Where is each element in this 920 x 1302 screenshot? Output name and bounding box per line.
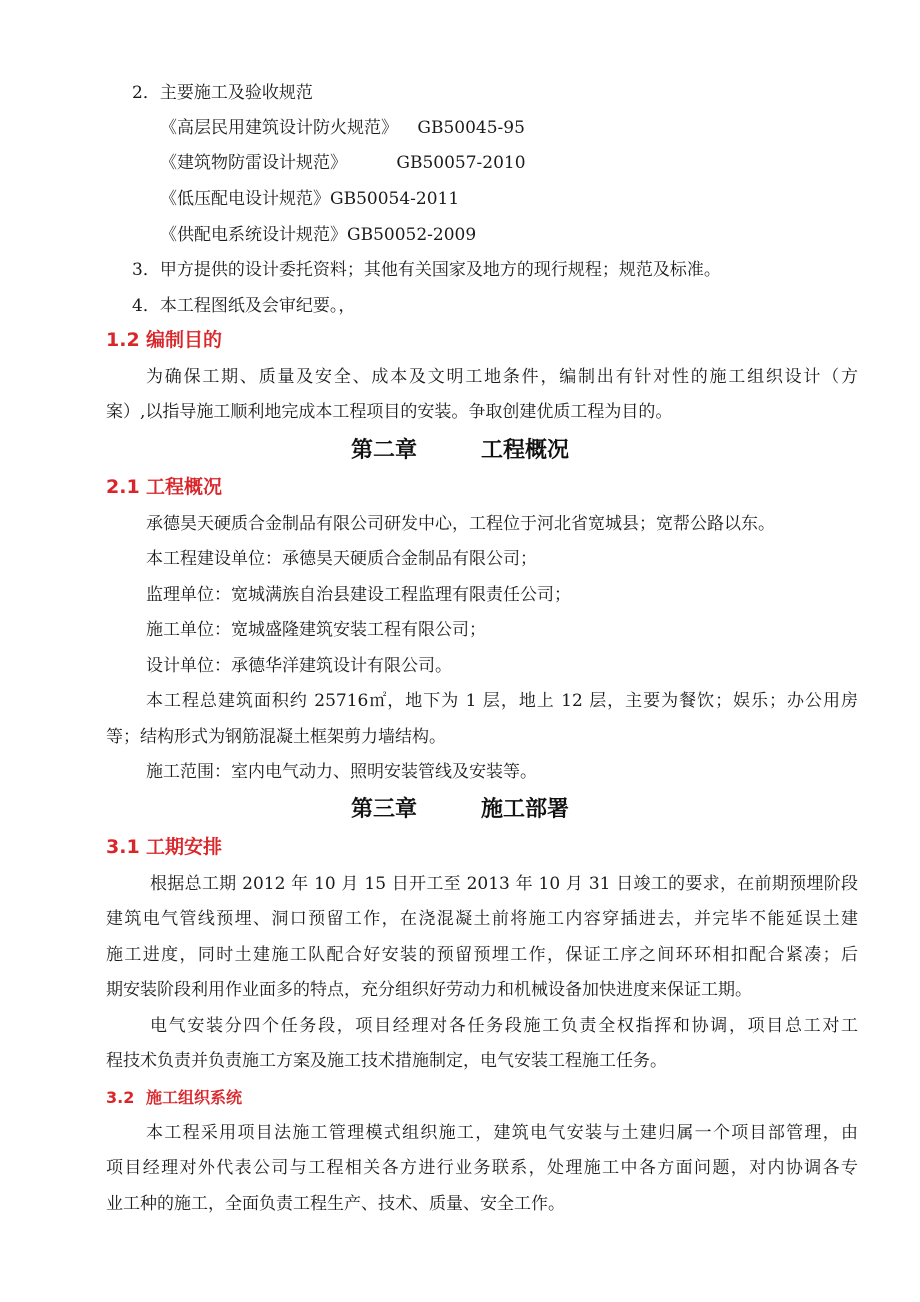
paragraph-line: 项目经理对外代表公司与工程相关各方进行业务联系，处理施工中各方面问题，对内协调各专 <box>106 1158 858 1178</box>
standard-code: GB50054-2011 <box>330 189 460 209</box>
standard-line <box>160 117 525 139</box>
paragraph-line: 程技术负责并负责施工方案及施工技术措施制定，电气安装工程施工任务。 <box>106 1051 667 1071</box>
paragraph-line: 施工范围：室内电气动力、照明安装管线及安装等。 <box>146 762 537 782</box>
paragraph-line: 电气安装分四个任务段，项目经理对各任务段施工负责全权指挥和协调，项目总工对工 <box>150 1016 858 1036</box>
paragraph-line: 根据总工期 2012 年 10 月 15 日开工至 2013 年 10 月 31 日竣工的要求，在前期预埋阶段 <box>150 874 858 894</box>
item-4-text: 4．本工程图纸及会审纪要。， <box>132 296 356 316</box>
paragraph-line: 业工种的施工，全面负责工程生产、技术、质量、安全工作。 <box>106 1194 565 1214</box>
paragraph-line: 案）,以指导施工顺利地完成本工程项目的安装。争取创建优质工程为目的。 <box>106 402 673 422</box>
section-title: 工期安排 <box>146 836 223 858</box>
standard-name: 《建筑物防雷设计规范》 <box>160 153 347 173</box>
standard-line <box>160 188 459 210</box>
standard-name: 《高层民用建筑设计防火规范》 <box>160 118 398 138</box>
paragraph-line: 承德昊天硬质合金制品有限公司研发中心，工程位于河北省宽城县；宽帮公路以东。 <box>146 514 775 534</box>
section-title: 工程概况 <box>146 476 223 498</box>
section-heading-3-1 <box>106 834 222 860</box>
paragraph-line: 本工程总建筑面积约 25716㎡，地下为 1 层，地上 12 层，主要为餐饮；娱乐；办公用房 <box>146 691 858 711</box>
section-title: 施工组织系统 <box>146 1088 243 1107</box>
item-3-text: 3．甲方提供的设计委托资料；其他有关国家及地方的现行规程；规范及标准。 <box>132 260 721 280</box>
standard-name: 《低压配电设计规范》 <box>160 189 330 209</box>
section-heading-3-2 <box>106 1085 242 1111</box>
chapter-title: 施工部署 <box>481 797 570 822</box>
standard-code: GB50045-95 <box>417 118 525 138</box>
section-title: 编制目的 <box>146 329 223 351</box>
paragraph-line: 等；结构形式为钢筋混凝土框架剪力墙结构。 <box>106 727 446 747</box>
chapter-number: 第三章 <box>350 797 417 822</box>
chapter-number: 第二章 <box>350 438 417 463</box>
paragraph-line: 期安装阶段利用作业面多的特点，充分组织好劳动力和机械设备加快进度来保证工期。 <box>106 980 752 1000</box>
standard-line <box>160 152 526 174</box>
section-heading-2-1 <box>106 474 222 500</box>
paragraph-line: 本工程采用项目法施工管理模式组织施工，建筑电气安装与土建归属一个项目部管理，由 <box>146 1123 858 1143</box>
chapter-3-heading <box>0 795 920 825</box>
chapter-title: 工程概况 <box>481 438 570 463</box>
item-2-heading: 2．主要施工及验收规范 <box>132 83 313 103</box>
standard-name: 《供配电系统设计规范》 <box>160 225 347 245</box>
section-number: 1.2 <box>106 329 140 351</box>
chapter-2-heading <box>0 436 920 466</box>
paragraph-line: 设计单位：承德华洋建筑设计有限公司。 <box>146 656 452 676</box>
section-number: 2.1 <box>106 476 140 498</box>
section-heading-1-2 <box>106 327 222 353</box>
section-number: 3.1 <box>106 836 140 858</box>
standard-code: GB50052-2009 <box>347 225 477 245</box>
paragraph-line: 监理单位：宽城满族自治县建设工程监理有限责任公司； <box>146 585 571 605</box>
section-number: 3.2 <box>106 1088 135 1107</box>
standard-line <box>160 224 476 246</box>
paragraph-line: 施工单位：宽城盛隆建筑安装工程有限公司； <box>146 620 486 640</box>
paragraph-line: 建筑电气管线预埋、洞口预留工作，在浇混凝土前将施工内容穿插进去，并完毕不能延误土建 <box>106 909 858 929</box>
standard-code: GB50057-2010 <box>396 153 526 173</box>
paragraph-line: 本工程建设单位：承德昊天硬质合金制品有限公司； <box>146 549 537 569</box>
paragraph-line: 为确保工期、质量及安全、成本及文明工地条件，编制出有针对性的施工组织设计（方 <box>146 367 858 387</box>
paragraph-line: 施工进度，同时土建施工队配合好安装的预留预埋工作，保证工序之间环环相扣配合紧凑；后 <box>106 945 858 965</box>
